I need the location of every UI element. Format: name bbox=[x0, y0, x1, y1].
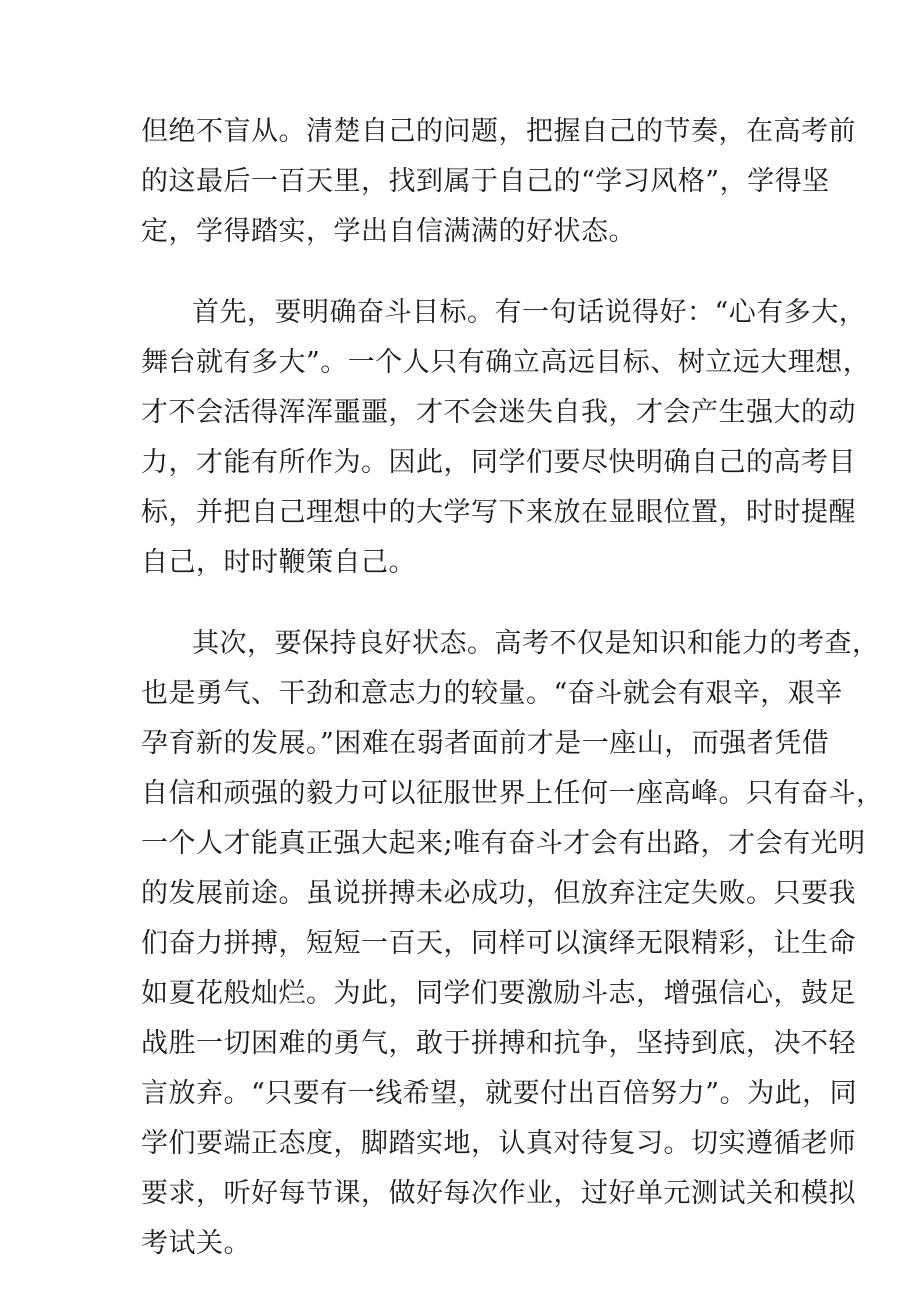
text-line: 的发展前途。虽说拼搏未必成功，但放弃注定失败。只要我 bbox=[141, 878, 856, 909]
text-line: 自信和顽强的毅力可以征服世界上任何一座高峰。只有奋斗， bbox=[141, 778, 884, 809]
text-line: 一个人才能真正强大起来;唯有奋斗才会有出路，才会有光明 bbox=[141, 828, 866, 859]
text-line: 才不会活得浑浑噩噩，才不会迷失自我，才会产生强大的动 bbox=[141, 397, 856, 428]
text-line: 如夏花般灿烂。为此，同学们要激励斗志，增强信心，鼓足 bbox=[141, 978, 856, 1009]
text-line: 要求，听好每节课，做好每次作业，过好单元测试关和模拟 bbox=[141, 1178, 856, 1209]
text-line: 力，才能有所作为。因此，同学们要尽快明确自己的高考目 bbox=[141, 447, 856, 478]
text-line: 也是勇气、干劲和意志力的较量。“奋斗就会有艰辛，艰辛 bbox=[141, 678, 843, 709]
text-line: 舞台就有多大”。一个人只有确立高远目标、树立远大理想， bbox=[141, 347, 871, 378]
text-line: 言放弃。“只要有一线希望，就要付出百倍努力”。为此，同 bbox=[141, 1078, 858, 1109]
text-line: 的这最后一百天里，找到属于自己的“学习风格”，学得坚 bbox=[141, 166, 830, 197]
text-line: 孕育新的发展。”困难在弱者面前才是一座山，而强者凭借 bbox=[141, 728, 830, 759]
text-line: 标，并把自己理想中的大学写下来放在显眼位置，时时提醒 bbox=[141, 497, 856, 528]
text-line: 首先，要明确奋斗目标。有一句话说得好：“心有多大， bbox=[192, 297, 867, 328]
text-line: 们奋力拼搏，短短一百天，同样可以演绎无限精彩，让生命 bbox=[141, 928, 856, 959]
text-line: 定，学得踏实，学出自信满满的好状态。 bbox=[141, 216, 636, 247]
text-line: 学们要端正态度，脚踏实地，认真对待复习。切实遵循老师 bbox=[141, 1128, 856, 1159]
text-line: 其次，要保持良好状态。高考不仅是知识和能力的考查， bbox=[192, 628, 880, 659]
text-line: 战胜一切困难的勇气，敢于拼搏和抗争，坚持到底，决不轻 bbox=[141, 1028, 856, 1059]
text-line: 考试关。 bbox=[141, 1228, 251, 1259]
text-line: 自己，时时鞭策自己。 bbox=[141, 547, 416, 578]
text-line: 但绝不盲从。清楚自己的问题，把握自己的节奏，在高考前 bbox=[141, 116, 856, 147]
